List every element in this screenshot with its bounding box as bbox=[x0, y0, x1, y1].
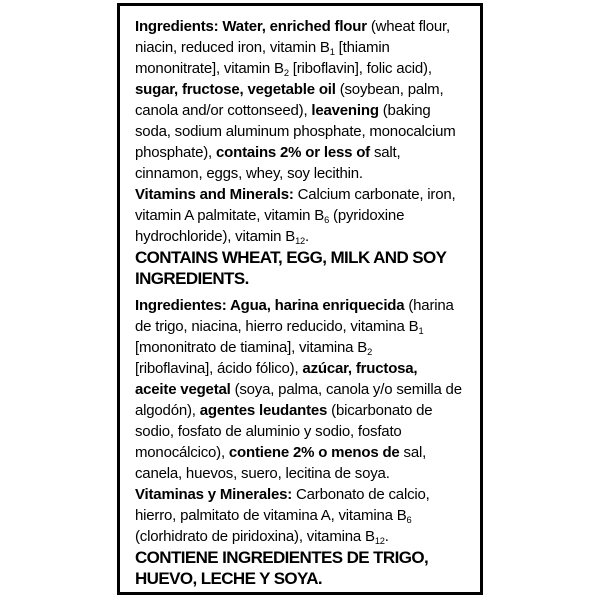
ingredients-en-line bbox=[135, 58, 474, 79]
allergen-es-line bbox=[135, 568, 474, 589]
subscript-text: 1 bbox=[329, 46, 335, 57]
text: . bbox=[305, 228, 309, 245]
text: (harina bbox=[408, 297, 454, 314]
ingredients-es-line bbox=[135, 295, 474, 316]
text: (bicarbonato de bbox=[331, 402, 433, 419]
bold-text: azúcar, fructosa, bbox=[302, 360, 418, 377]
text: INGREDIENTS. bbox=[135, 269, 249, 288]
vitamins-en-line bbox=[135, 205, 474, 226]
text: CONTAINS WHEAT, EGG, MILK AND SOY bbox=[135, 248, 447, 267]
ingredients-en-line bbox=[135, 142, 474, 163]
bold-text: contains 2% or less of bbox=[216, 144, 374, 161]
text: hierro, palmitato de vitamina A, vitamina B bbox=[135, 507, 407, 524]
ingredients-en-line bbox=[135, 100, 474, 121]
bold-text: Vitaminas y Minerales: bbox=[135, 486, 297, 503]
allergen-en-line bbox=[135, 268, 474, 289]
ingredients-en-line bbox=[135, 79, 474, 100]
subscript-text: 2 bbox=[367, 346, 373, 357]
vitamins-en-line bbox=[135, 184, 474, 205]
ingredients-label-panel bbox=[117, 3, 483, 595]
subscript-text: 12 bbox=[295, 235, 306, 246]
bold-text: contiene 2% o menos de bbox=[228, 444, 404, 461]
text: vitamin A palmitate, vitamin B bbox=[135, 207, 325, 224]
ingredients-en-line bbox=[135, 16, 474, 37]
text: Carbonato de calcio, bbox=[296, 486, 430, 503]
ingredients-es-line bbox=[135, 442, 474, 463]
section-allergen-en bbox=[135, 247, 474, 289]
section-vitamins-en bbox=[135, 184, 474, 247]
text: canola and/or cottonseed), bbox=[135, 102, 312, 119]
allergen-es-line bbox=[135, 547, 474, 568]
bold-text: agentes leudantes bbox=[199, 402, 332, 419]
text: . bbox=[384, 528, 389, 545]
ingredients-es-line bbox=[135, 421, 474, 442]
vitamins-es-line bbox=[135, 526, 474, 547]
vitamins-es-line bbox=[135, 484, 474, 505]
bold-text: aceite vegetal bbox=[135, 381, 235, 398]
subscript-text: 1 bbox=[418, 325, 424, 336]
text: algodón), bbox=[135, 402, 200, 419]
section-ingredients-es bbox=[135, 295, 474, 484]
text: (baking bbox=[382, 102, 431, 119]
label-sections bbox=[135, 16, 474, 589]
text: [thiamin bbox=[334, 39, 390, 56]
text: CONTIENE INGREDIENTES DE TRIGO, bbox=[135, 548, 429, 567]
text: [riboflavina], ácido fólico), bbox=[135, 360, 303, 377]
subscript-text: 6 bbox=[324, 214, 330, 225]
text: [mononitrato de tiamina], vitamina B bbox=[135, 339, 368, 356]
text: (wheat flour, bbox=[370, 18, 450, 35]
text: soda, sodium aluminum phosphate, monocalcium bbox=[135, 123, 456, 140]
text: phosphate), bbox=[135, 144, 216, 161]
text: (clorhidrato de piridoxina), vitamina B bbox=[135, 528, 375, 545]
ingredients-es-line bbox=[135, 400, 474, 421]
text: de trigo, niacina, hierro reducido, vitamina B bbox=[135, 318, 419, 335]
text: HUEVO, LECHE Y SOYA. bbox=[135, 569, 323, 588]
bold-text: leavening bbox=[311, 102, 383, 119]
ingredients-es-line bbox=[135, 463, 474, 484]
text: mononitrate], vitamin B bbox=[135, 60, 284, 77]
text: sal, bbox=[403, 444, 427, 461]
ingredients-es-line bbox=[135, 316, 474, 337]
ingredients-es-line bbox=[135, 358, 474, 379]
ingredients-en-line bbox=[135, 163, 474, 184]
section-allergen-es bbox=[135, 547, 474, 589]
bold-text: Ingredients: Water, enriched flour bbox=[135, 18, 371, 35]
text: (soya, palma, canola y/o semilla de bbox=[234, 381, 462, 398]
ingredients-es-line bbox=[135, 337, 474, 358]
subscript-text: 6 bbox=[406, 514, 412, 525]
bold-text: sugar, fructose, vegetable oil bbox=[135, 81, 340, 98]
section-ingredients-en bbox=[135, 16, 474, 184]
ingredients-es-line bbox=[135, 379, 474, 400]
bold-text: Vitamins and Minerals: bbox=[135, 186, 298, 203]
subscript-text: 12 bbox=[374, 535, 385, 546]
text: (soybean, palm, bbox=[339, 81, 444, 98]
text: salt, bbox=[373, 144, 401, 161]
text: sodio, fosfato de aluminio y sodio, fosfato bbox=[135, 423, 402, 440]
subscript-text: 2 bbox=[283, 67, 289, 78]
ingredients-en-line bbox=[135, 121, 474, 142]
text: canela, huevos, suero, lecitina de soya. bbox=[135, 465, 390, 482]
ingredients-en-line bbox=[135, 37, 474, 58]
text: hydrochloride), vitamin B bbox=[135, 228, 296, 245]
text: niacin, reduced iron, vitamin B bbox=[135, 39, 330, 56]
text: (pyridoxine bbox=[329, 207, 405, 224]
text: Calcium carbonate, iron, bbox=[297, 186, 456, 203]
text: monocálcico), bbox=[135, 444, 229, 461]
allergen-en-line bbox=[135, 247, 474, 268]
vitamins-en-line bbox=[135, 226, 474, 247]
text: cinnamon, eggs, whey, soy lecithin. bbox=[135, 165, 363, 182]
vitamins-es-line bbox=[135, 505, 474, 526]
bold-text: Ingredientes: Agua, harina enriquecida bbox=[135, 297, 409, 314]
text: [riboflavin], folic acid), bbox=[288, 60, 432, 77]
section-vitamins-es bbox=[135, 484, 474, 547]
